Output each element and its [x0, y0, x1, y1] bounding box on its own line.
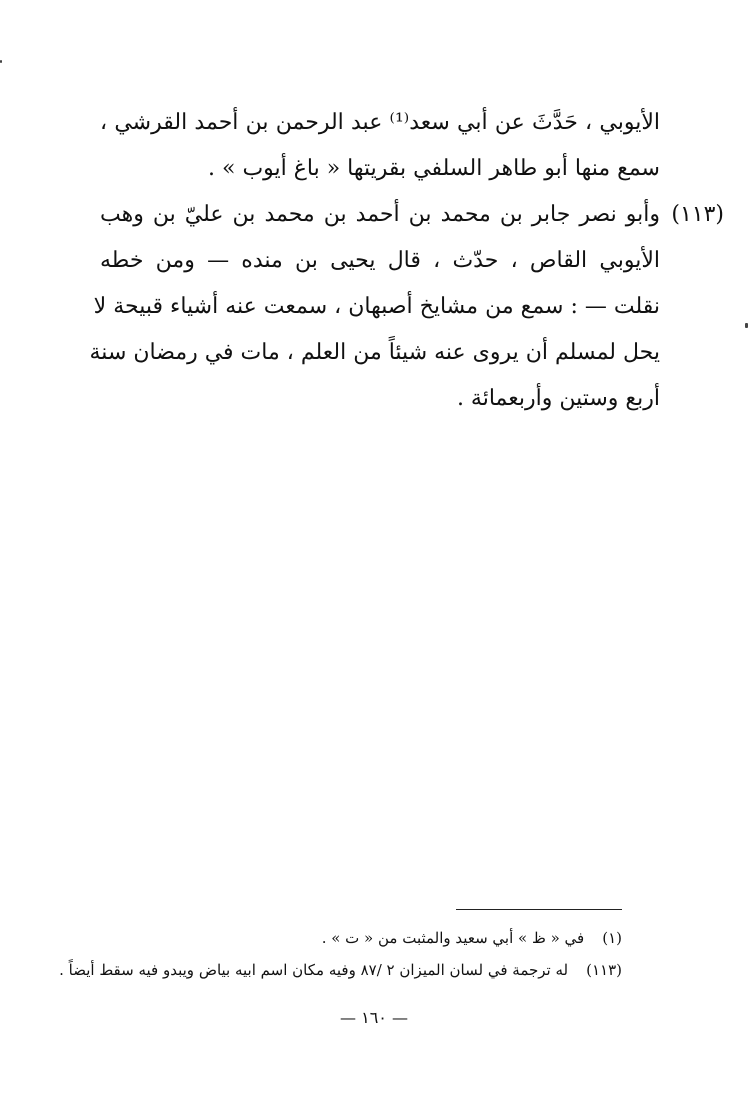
footnote-separator	[456, 909, 622, 910]
footnote-text: في « ظ » أبي سعيد والمثبت من « ت » .	[321, 929, 585, 947]
text-line-2: سمع منها أبو طاهر السلفي بقريتها « باغ أيوب » .	[208, 156, 660, 181]
entry-line-2: الأيوبي القاص ، حدّث ، قال يحيى بن منده — ومن خطه	[100, 248, 660, 273]
footnote-113	[59, 954, 622, 986]
footnote-number: (١)	[602, 929, 622, 947]
entry-line-5: أربع وستين وأربعمائة .	[456, 386, 660, 411]
main-text	[89, 100, 724, 422]
entry-line-1: وأبو نصر جابر بن محمد بن أحمد بن محمد بن عليّ بن وهب	[100, 202, 660, 227]
page-number: — ١٦٠ —	[340, 1008, 408, 1027]
entry-line-3: نقلت — : سمع من مشايخ أصبهان ، سمعت عنه أشياء قبيحة لا	[93, 294, 660, 319]
footnote-1	[102, 922, 622, 954]
entry-line-4: يحل لمسلم أن يروى عنه شيئاً من العلم ، مات في رمضان سنة	[89, 340, 660, 365]
entry-number: (١١٣)	[671, 202, 724, 227]
footnotes	[59, 922, 622, 986]
footnote-text: له ترجمة في لسان الميزان ٢ /٨٧ وفيه مكان اسم ابيه بياض ويبدو فيه سقط أيضاً .	[59, 961, 569, 979]
text-line-1: الأيوبي ، حَدَّثَ عن أبي سعد⁽¹⁾ عبد الرحمن بن أحمد القرشي ،	[100, 110, 660, 135]
entry-113	[89, 192, 724, 422]
scan-speck	[0, 60, 2, 63]
footnote-number: (١١٣)	[586, 961, 622, 979]
